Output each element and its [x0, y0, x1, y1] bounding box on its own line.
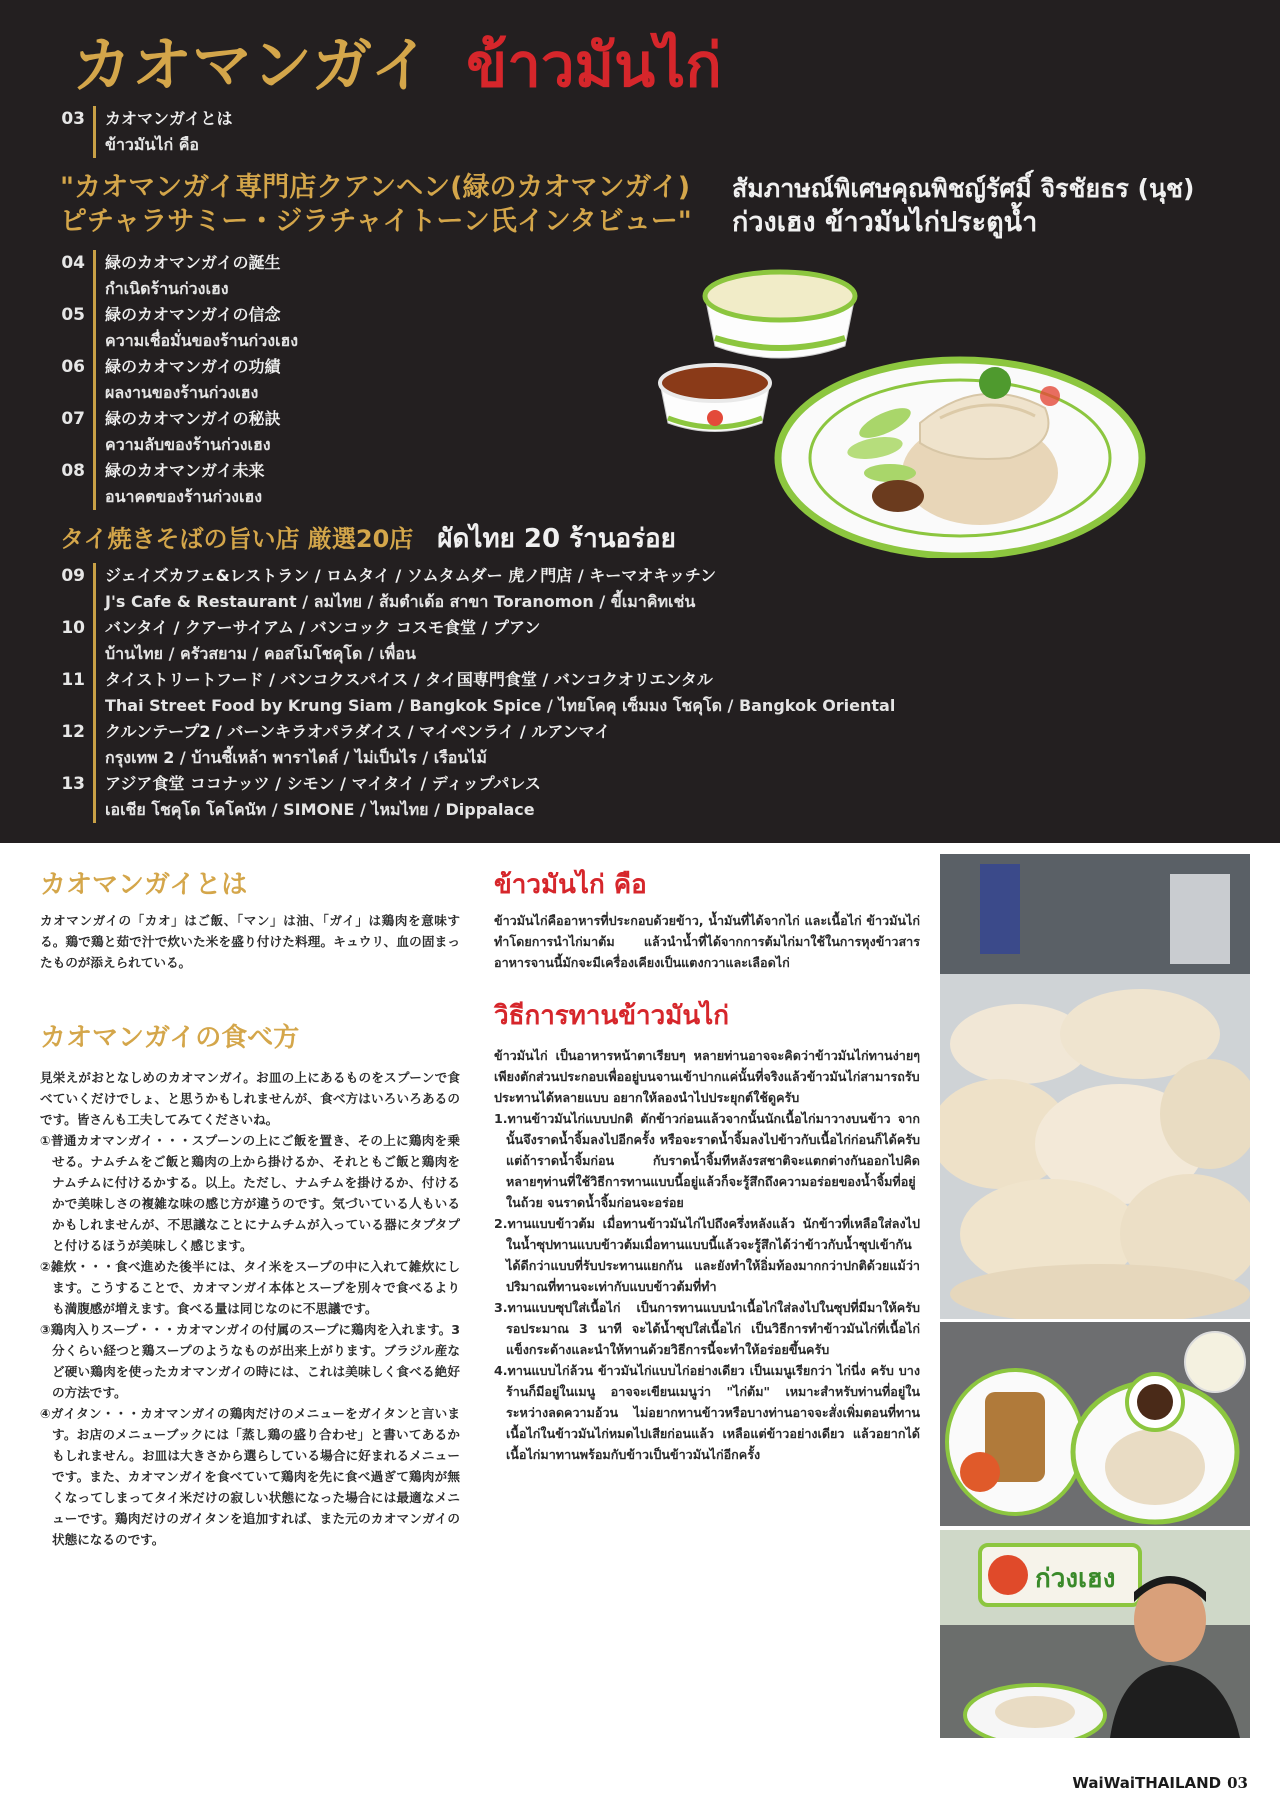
- toc-label-th: เอเชีย โชคุโด โคโคนัท / SIMONE / ไหมไทย / Dippalace: [105, 800, 535, 819]
- toc-label-th: บ้านไทย / ครัวสยาม / คอสโมโชคุโด / เพื่อน: [105, 644, 416, 663]
- toc-page-number: 12: [61, 722, 85, 742]
- title-thai: ข้าวมันไก่: [466, 31, 722, 101]
- toc-item[interactable]: [55, 771, 541, 823]
- toc-page-number: 11: [61, 670, 85, 690]
- list-item: ③鶏肉入りスープ・・・カオマンガイの付属のスープに鶏肉を入れます。3分くらい経つと鶏スープのようなものが出来上がります。ブラジル産など硬い鶏肉を使ったカオマンガイの時には、これは美味しく食べる絶好の方法です。: [40, 1322, 460, 1400]
- interview-heading-th-1: สัมภาษณ์พิเศษคุณพิชญ์รัศมิ์ จิรชัยธร (นุช): [732, 174, 1195, 203]
- interview-heading-th-2: ก่วงเฮง ข้าวมันไก่ประตูน้ำ: [732, 207, 1038, 238]
- section-intro: 見栄えがおとなしめのカオマンガイ。お皿の上にあるものをスプーンで食べていくだけでしょ、と思うかもしれませんが、食べ方はいろいろあるのです。皆さんも工夫してみてくださいね。: [40, 1070, 460, 1127]
- toc-label-th: ผลงานของร้านก่วงเฮง: [105, 383, 259, 402]
- toc-item[interactable]: [55, 615, 540, 667]
- toc-page-number: 07: [61, 409, 85, 429]
- padthai-heading-jp: タイ焼きそばの旨い店 厳選20店: [60, 525, 414, 553]
- toc-label-jp: 緑のカオマンガイの信念: [105, 305, 281, 324]
- shop-sign: ก่วงเฮง: [1035, 1564, 1116, 1594]
- list-item: 2.ทานแบบข้าวต้ม เมื่อทานข้าวมันไก่ไปถึงครึ่งหลังแล้ว นักข้าวที่เหลือใส่ลงไปในน้ำซุปทานแบบข้าวต้มเมื่อทานแบบนี้แล้วจะรู้สึกได้ว่าข้าวกับน้ำซุปเข้ากันได้ดีกว่าแบบที่รับประทานแยกกัน และยังทำให้อิ่มท้องมากกว่าปกติด้วยแม้ว่าปริมาณที่ทานจะเท่ากับแบบข้าวต้มที่ทำ: [494, 1216, 920, 1294]
- section-heading: カオマンガイの食べ方: [40, 1023, 300, 1053]
- toc-page-number: 05: [61, 305, 85, 325]
- toc-page-number: 10: [61, 618, 85, 638]
- toc-item[interactable]: [55, 250, 281, 302]
- toc-label-jp: 緑のカオマンガイ未来: [105, 461, 265, 480]
- toc-label-jp: 緑のカオマンガイの功績: [105, 357, 281, 376]
- toc-item[interactable]: [55, 106, 233, 158]
- dishes-photo: [940, 1322, 1250, 1526]
- toc-label-jp: タイストリートフード / バンコクスパイス / タイ国専門食堂 / バンコクオリエンタル: [105, 670, 713, 689]
- toc-page-number: 08: [61, 461, 85, 481]
- table-of-contents-panel: [0, 0, 1280, 843]
- toc-page-number: 04: [61, 253, 85, 273]
- toc-item[interactable]: [55, 719, 610, 771]
- toc-item[interactable]: [55, 458, 265, 510]
- section-heading: カオマンガイとは: [40, 870, 248, 900]
- page-title: [72, 18, 722, 113]
- page-number: 03: [1227, 1774, 1248, 1792]
- list-item: 3.ทานแบบซุปใส่เนื้อไก่ เป็นการทานแบบนำเนื้อไก่ใส่ลงไปในซุปที่มีมาให้ครับ รอประมาณ 3 นาที จะได้น้ำซุปใส่เนื้อไก่ เป็นวิธีการทำข้าวมันไก่ที่เนื้อไก่แข็งกระด้างและนำให้ทานด้วยวิธีการนี้จะทำให้อร่อยขึ้นครับ: [494, 1300, 920, 1357]
- boiled-chicken-photo: [940, 854, 1250, 1319]
- padthai-heading-th: ผัดไทย 20 ร้านอร่อย: [437, 524, 676, 554]
- section-body: カオマンガイの「カオ」はご飯、「マン」は油、「ガイ」は鶏肉を意味する。鶏で鶏と茹で汁で炊いた米を盛り付けた料理。キュウリ、血の固まったものが添えられている。: [40, 913, 460, 970]
- list-item: 4.ทานแบบไก่ล้วน ข้าวมันไก่แบบไก่อย่างเดียว เป็นเมนูเรียกว่า ไก่นี่ง ครับ บางร้านก็มีอยู่ในเมนู อาจจะเขียนเมนูว่า "ไก่ต้ม" เหมาะสำหรับท่านที่อยู่ในระหว่างลดความอ้วน ไม่อยากทานข้าวหรือบางท่านอาจจะสั่งเพิ่มตอนที่ทานเนื้อไก่ในข้าวมันไก่หมดไปเสียก่อนแล้ว เหลือแต่ข้าวอย่างเดียว แล้วอยากได้เนื้อไก่มาทานพร้อมกับข้าวเป็นข้าวมันไก่อีกครั้ง: [494, 1363, 920, 1462]
- toc-label-jp: クルンテープ2 / バーンキラオパラダイス / マイペンライ / ルアンマイ: [105, 722, 611, 741]
- interview-heading-jp-1: "カオマンガイ専門店クアンヘン(緑のカオマンガイ): [60, 172, 691, 203]
- toc-item[interactable]: [55, 406, 281, 458]
- toc-item[interactable]: [55, 563, 716, 615]
- section-intro: ข้าวมันไก่ เป็นอาหารหน้าตาเรียบๆ หลายท่านอาจจะคิดว่าข้าวมันไก่ทานง่ายๆเพียงตักส่วนประกอบเพื่ออยู่บนจานเข้าปากแค่นั้นที่จริงแล้วข้าวมันไก่สามารถรับประทานได้หลายแบบ อยากให้ลองนำไปประยุกต์ใช้ดูครับ: [494, 1048, 920, 1105]
- toc-label-th: ความลับของร้านก่วงเฮง: [105, 435, 271, 454]
- toc-page-number: 03: [61, 109, 85, 129]
- toc-label-th: กำเนิดร้านก่วงเฮง: [105, 279, 229, 298]
- toc-label-th: Thai Street Food by Krung Siam / Bangkok Spice / ไทยโคคุ เซ็มมง โชคุโด / Bangkok Oriental: [105, 696, 896, 715]
- toc-item[interactable]: [55, 302, 298, 354]
- magazine-brand: WaiWaiTHAILAND: [1072, 1774, 1222, 1792]
- list-item: ②雑炊・・・食べ進めた後半には、タイ米をスープの中に入れて雑炊にします。こうすることで、カオマンガイ本体とスープを別々で食べるよりも満腹感が増えます。食べる量は同じなのに不思議です。: [40, 1259, 460, 1316]
- section-body: [494, 1045, 920, 1465]
- toc-label-jp: 緑のカオマンガイの誕生: [105, 253, 281, 272]
- shop-owner-photo: [940, 1530, 1250, 1738]
- toc-label-jp: アジア食堂 ココナッツ / シモン / マイタイ / ディップパレス: [105, 774, 541, 793]
- toc-label-jp: ジェイズカフェ&レストラン / ロムタイ / ソムタムダー 虎ノ門店 / キーマオキッチン: [105, 566, 717, 585]
- title-japanese: カオマンガイ: [72, 31, 431, 101]
- toc-item[interactable]: [55, 354, 281, 406]
- toc-page-number: 09: [61, 566, 85, 586]
- section-body: ข้าวมันไก่คืออาหารที่ประกอบด้วยข้าว, น้ำมันที่ได้จากไก่ และเนื้อไก่ ข้าวมันไก่ทำโดยการนำไก่มาต้ม แล้วนำน้ำที่ได้จากการต้มไก่มาใช้ในการหุงข้าวสารอาหารจานนี้มักจะมีเครื่องเคียงเป็นแตงกวาและเลือดไก่: [494, 913, 920, 970]
- list-item: ④ガイタン・・・カオマンガイの鶏肉だけのメニューをガイタンと言います。お店のメニューブックには「蒸し鶏の盛り合わせ」と書いてあるかもしれません。お皿は大きさから選らしている場合に好まれるメニューです。また、カオマンガイを食べていて鶏肉を先に食べ過ぎて鶏肉が無くなってしまってタイ米だけの寂しい状態になった場合には最適なメニューです。鶏肉だけのガイタンを追加すれば、また元のカオマンガイの状態になるのです。: [40, 1406, 460, 1547]
- list-item: 1.ทานข้าวมันไก่แบบปกติ ตักข้าวก่อนแล้วจากนั้นนักเนื้อไก่มาวางบนข้าว จากนั้นจึงราดน้ำจิ้มลงไปอีกครั้ง หรือจะราดน้ำจิ้มลงไปข้าวกับเนื้อไก่ก่อนก็ได้ครับ แต่ถ้าราดน้ำจิ้มก่อน กับราดน้ำจิ้มทีหลังรสชาติจะแตกต่างกันออกไปคิดหลายๆท่านที่ใช้วิธีการทานแบบนี้อยู่แล้วก็จะรู้สึกถึงความอร่อยของน้ำจิ้มที่อยู่ในถ้วย จนราดน้ำจิ้มก่อนจะอร่อย: [494, 1111, 920, 1210]
- th-column: [494, 868, 920, 1465]
- page-footer: [1072, 1774, 1248, 1792]
- toc-item[interactable]: [55, 667, 895, 719]
- section-heading: ข้าวมันไก่ คือ: [494, 870, 647, 900]
- jp-column: [40, 868, 460, 1550]
- section-heading: วิธีการทานข้าวมันไก่: [494, 1001, 729, 1031]
- toc-page-number: 06: [61, 357, 85, 377]
- toc-label-th: J's Cafe & Restaurant / ลมไทย / ส้มตำเด้อ สาขา Toranomon / ขี้เมาคิทเช่น: [105, 592, 696, 611]
- toc-label-jp: バンタイ / クアーサイアム / バンコック コスモ食堂 / プアン: [105, 618, 541, 637]
- toc-label-jp: カオマンガイとは: [105, 109, 233, 128]
- khao-man-gai-plate-image: [650, 258, 1170, 558]
- list-item: ①普通カオマンガイ・・・スプーンの上にご飯を置き、その上に鶏肉を乗せる。ナムチムをご飯と鶏肉の上から掛けるか、それともご飯と鶏肉をナムチムに付けるかする。以上。ただし、ナムチムを掛けるか、付けるかで美味しさの複雑な味の感じ方が違うのです。気づいている人もいるかもしれませんが、不思議なことにナムチムが入っている器にタプタプと付けるほうが美味しく感じます。: [40, 1133, 460, 1253]
- toc-label-th: อนาคตของร้านก่วงเฮง: [105, 487, 263, 506]
- section-body: [40, 1067, 460, 1550]
- padthai-heading: [60, 518, 676, 559]
- toc-page-number: 13: [61, 774, 85, 794]
- interview-heading-jp-2: ピチャラサミー・ジラチャイトーン氏インタビュー": [60, 206, 692, 237]
- toc-label-th: กรุงเทพ 2 / บ้านชี้เหล้า พาราไดส์ / ไม่เป็นไร / เรือนไม้: [105, 748, 487, 767]
- toc-label-jp: 緑のカオマンガイの秘訣: [105, 409, 281, 428]
- toc-label-th: ความเชื่อมั่นของร้านก่วงเฮง: [105, 331, 299, 350]
- toc-label-th: ข้าวมันไก่ คือ: [105, 135, 200, 154]
